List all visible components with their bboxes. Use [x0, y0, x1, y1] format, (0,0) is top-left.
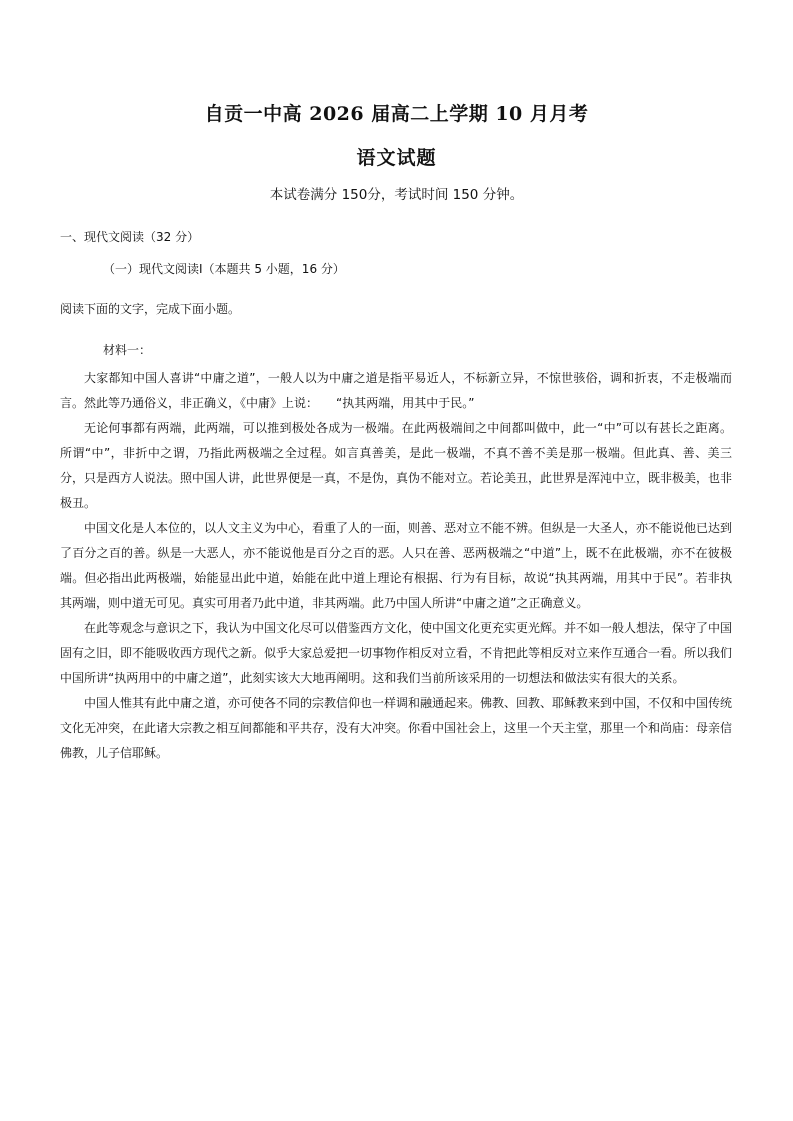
material-body: [60, 366, 732, 766]
section-heading: 一、现代文阅读（32 分）: [60, 230, 200, 244]
reading-instruction: 阅读下面的文字，完成下面小题。: [60, 302, 241, 316]
subject-title: 语文试题: [356, 147, 437, 169]
exam-title: 自贡一中高 2026 届高二上学期 10 月月考: [204, 103, 589, 125]
paragraph: 在此等观念与意识之下，我认为中国文化尽可以借鉴西方文化，使中国文化更充实更光辉。并不如一般人想法，保守了中国固有之旧，即不能吸收西方现代之新。似乎大家总爱把一切事物作相反对立看，不肯把此等相反对立来作互通合一看。所以我们中国所讲“执两用中的中庸之道”，此刻实该大大地再阐明。这和我们当前所该采用的一切想法和做法实有很大的关系。: [60, 621, 733, 685]
paragraph: 中国文化是人本位的，以人文主义为中心，看重了人的一面，则善、恶对立不能不辨。但纵是一大圣人，亦不能说他已达到了百分之百的善。纵是一大恶人，亦不能说他是百分之百的恶。人只在善、恶两极端之“中道”上，既不在此极端，亦不在彼极端。但必指出此两极端，始能显出此中道，始能在此中道上理论有根据、行为有目标，故说“执其两端，用其中于民”。若非执其两端，则中道无可见。真实可用者乃此中道，非其两端。此乃中国人所讲“中庸之道”之正确意义。: [60, 521, 733, 610]
paragraph: 无论何事都有两端，此两端，可以推到极处各成为一极端。在此两极端间之中间都叫做中，此一“中”可以有甚长之距离。所谓“中”，非折中之谓，乃指此两极端之全过程。如言真善美，是此一极端，不真不善不美是那一极端。但此真、善、美三分，只是西方人说法。照中国人讲，此世界便是一真，不是伪，真伪不能对立。若论美丑，此世界是浑沌中立，既非极美，也非极丑。: [60, 421, 733, 510]
sub-section-heading: （一）现代文阅读Ⅰ（本题共 5 小题，16 分）: [103, 262, 345, 276]
material-label: 材料一：: [103, 343, 152, 357]
paragraph: 大家都知中国人喜讲“中庸之道”，一般人以为中庸之道是指平易近人，不标新立异，不惊世骇俗，调和折衷，不走极端而言。然此等乃通俗义，非正确义，《中庸》上说： “执其两端，用其中于民。”: [60, 371, 732, 410]
exam-note: 本试卷满分 150分，考试时间 150 分钟。: [269, 187, 524, 203]
paragraph: 中国人惟其有此中庸之道，亦可使各不同的宗教信仰也一样调和融通起来。佛教、回教、耶稣教来到中国，不仅和中国传统文化无冲突，在此诸大宗教之相互间都能和平共存，没有大冲突。你看中国社会上，这里一个天主堂，那里一个和尚庙：母亲信佛教，儿子信耶稣。: [60, 696, 733, 760]
